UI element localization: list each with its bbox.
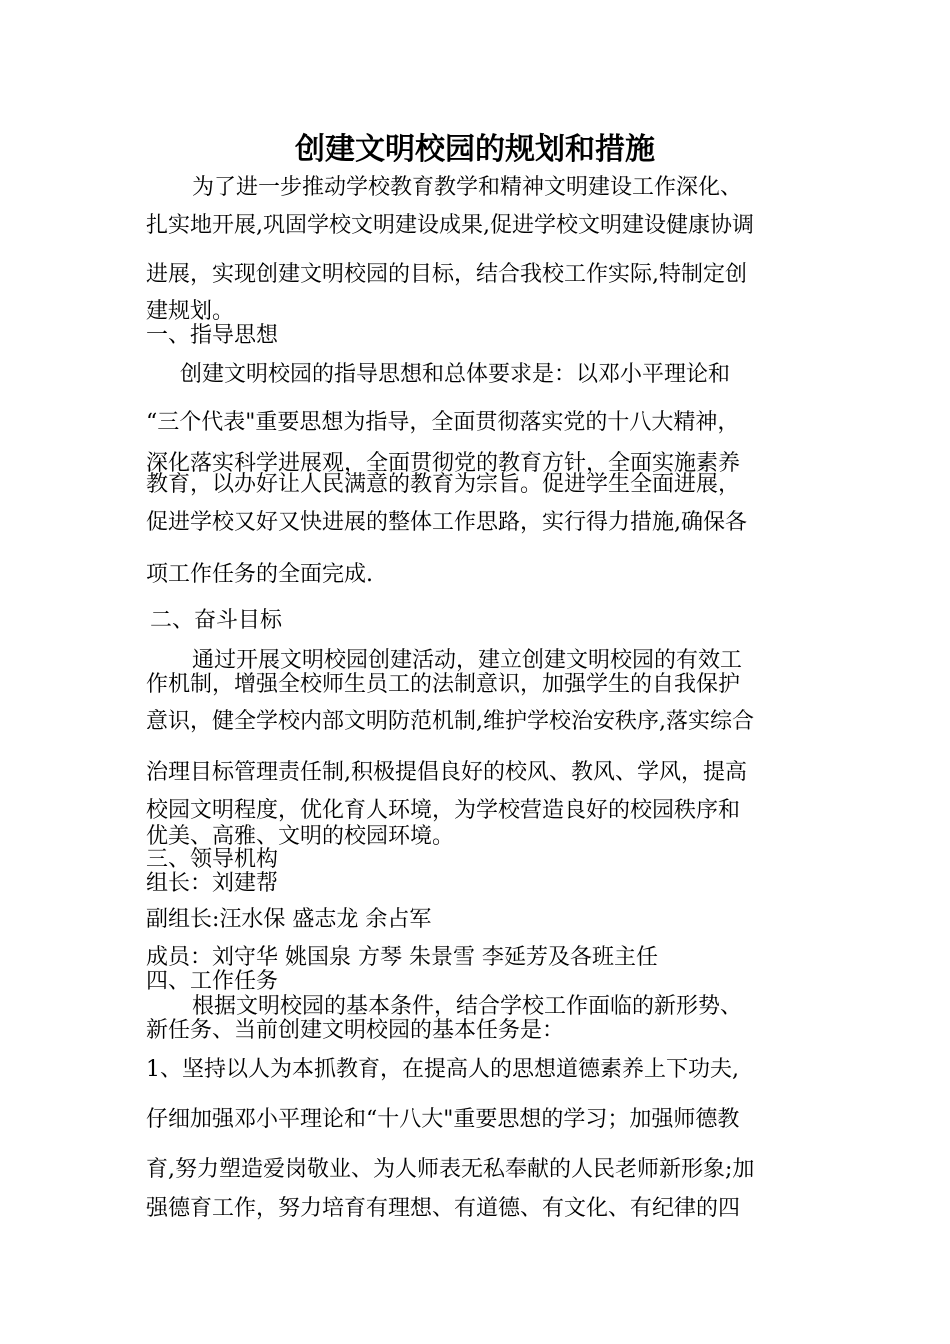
paragraph-line: 进展，实现创建文明校园的目标，结合我校工作实际,特制定创 [146,262,747,287]
paragraph-line: 优美、高雅、文明的校园环境。 [146,824,455,849]
paragraph-line: 作机制，增强全校师生员工的法制意识，加强学生的自我保护 [146,672,741,697]
paragraph-line: 仔细加强邓小平理论和“十八大"重要思想的学习；加强师德教 [146,1107,740,1132]
paragraph-line: 通过开展文明校园创建活动，建立创建文明校园的有效工 [192,648,743,673]
paragraph-line: 促进学校又好又快进展的整体工作思路，实行得力措施,确保各 [146,510,747,535]
leader-line: 成员：刘守华 姚国泉 方琴 朱景雪 李延芳及各班主任 [146,945,658,970]
paragraph-line: 项工作任务的全面完成. [146,562,373,587]
paragraph-line: 创建文明校园的指导思想和总体要求是：以邓小平理论和 [180,362,731,387]
paragraph-line: 意识，健全学校内部文明防范机制,维护学校治安秩序,落实综合 [146,709,754,734]
paragraph-line: 根据文明校园的基本条件，结合学校工作面临的新形势、 [192,994,743,1019]
section-heading: 二、奋斗目标 [150,608,283,633]
paragraph-line: 1、坚持以人为本抓教育，在提高人的思想道德素养上下功夫, [146,1057,739,1082]
section-heading: 三、领导机构 [146,847,279,872]
section-heading: 四、工作任务 [146,969,279,994]
leader-line: 组长：刘建帮 [146,871,279,896]
paragraph-line: 新任务、当前创建文明校园的基本任务是： [146,1018,565,1043]
paragraph-line: “三个代表"重要思想为指导，全面贯彻落实党的十八大精神， [146,410,740,435]
paragraph-line: 校园文明程度，优化育人环境，为学校营造良好的校园秩序和 [146,798,741,823]
paragraph-line: 强德育工作，努力培育有理想、有道德、有文化、有纪律的四 [146,1196,741,1221]
paragraph-line: 深化落实科学进展观，全面贯彻党的教育方针，全面实施素养 [146,451,741,476]
leader-line: 副组长:汪水保 盛志龙 余占军 [146,907,432,932]
paragraph-line: 扎实地开展,巩固学校文明建设成果,促进学校文明建设健康协调 [146,213,754,238]
paragraph-line: 育,努力塑造爱岗敬业、为人师表无私奉献的人民老师新形象;加 [146,1157,755,1182]
paragraph-line: 治理目标管理责任制,积极提倡良好的校风、教风、学风，提高 [146,760,747,785]
section-heading: 一、指导思想 [146,323,279,348]
document-title: 创建文明校园的规划和措施 [295,132,655,167]
paragraph-line: 建规划。 [146,299,235,324]
paragraph-line: 教育，以办好让人民满意的教育为宗旨。促进学生全面进展， [146,472,741,497]
paragraph-line: 为了进一步推动学校教育教学和精神文明建设工作深化、 [192,175,743,200]
